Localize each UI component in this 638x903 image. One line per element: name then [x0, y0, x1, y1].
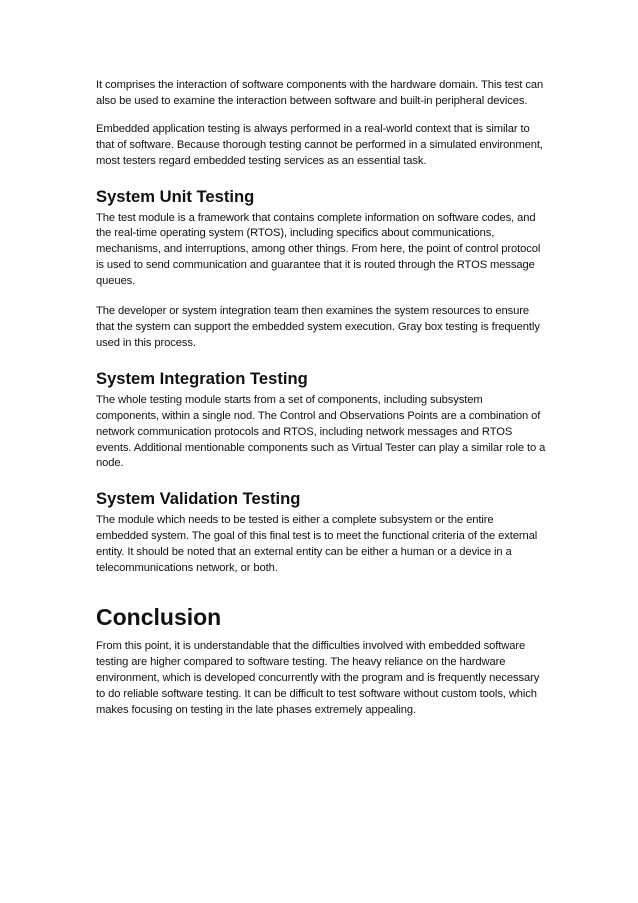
spacer	[96, 577, 548, 601]
spacer	[96, 290, 548, 304]
unit-testing-paragraph-1: The test module is a framework that contains complete information on software codes, and the real-time operating system (RTOS), including specifics about communications, mechanisms, and interruptions, among other things. From here, the point of control protocol is used to send communication and guarantee that it is routed through the RTOS message queues.	[96, 211, 541, 288]
conclusion-paragraph: From this point, it is understandable that the difficulties involved with embedded software testing are higher compared to software testing. The heavy reliance on the hardware environment, which is developed concurrently with the program and is frequently necessary to do reliable software testing. It can be difficult to test software without custom tools, which makes focusing on testing in the late phases extremely appealing.	[96, 639, 540, 716]
spacer	[96, 110, 548, 122]
intro-paragraph-1: It comprises the interaction of software components with the hardware domain. This test can also be used to examine the interaction between software and built-in peripheral devices.	[96, 79, 544, 107]
spacer	[96, 170, 548, 186]
validation-testing-paragraph: The module which needs to be tested is either a complete subsystem or the entire embedded system. The goal of this final test is to meet the functional criteria of the external entity. It should be noted that an external entity can be either a human or a device in a telecommunications network, or both.	[96, 514, 538, 575]
integration-testing-heading: System Integration Testing	[96, 368, 308, 388]
spacer	[96, 472, 548, 488]
unit-testing-paragraph-2: The developer or system integration team then examines the system resources to ensure that the system can support the embedded system execution. Gray box testing is frequently used in this process.	[96, 305, 540, 349]
spacer	[96, 352, 548, 368]
integration-testing-paragraph: The whole testing module starts from a set of components, including subsystem components, within a single nod. The Control and Observations Points are a combination of network communication protocols and RTOS, including network messages and RTOS events. Additional mentionable components such as Virtual Tester can play a similar role to a node.	[96, 393, 546, 470]
document-page	[96, 78, 548, 718]
validation-testing-heading: System Validation Testing	[96, 489, 301, 509]
conclusion-heading: Conclusion	[96, 603, 222, 630]
intro-paragraph-2: Embedded application testing is always performed in a real-world context that is similar to that of software. Because thorough testing cannot be performed in a simulated environment, most testers regard embedded testing services as an essential task.	[96, 122, 543, 167]
unit-testing-heading: System Unit Testing	[96, 186, 255, 206]
